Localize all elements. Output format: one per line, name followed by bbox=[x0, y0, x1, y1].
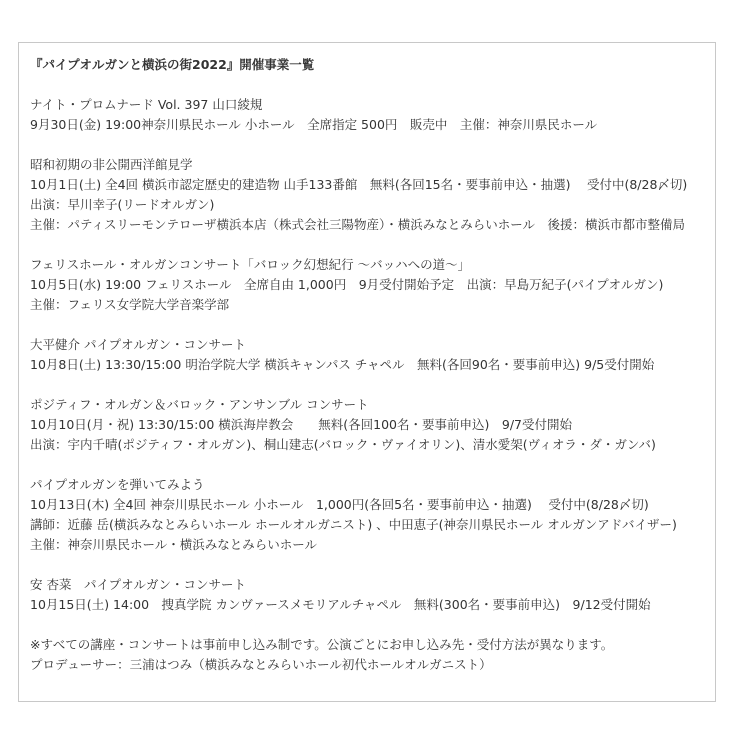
event-performer: 出演：宇内千晴(ポジティフ・オルガン)、桐山建志(バロック・ヴァイオリン)、清水愛架(ヴィオラ・ダ・ガンバ) bbox=[30, 437, 656, 452]
producer-credit: プロデューサー：三浦はつみ（横浜みなとみらいホール初代ホールオルガニスト） bbox=[30, 657, 492, 672]
event-name: ポジティフ・オルガン＆バロック・アンサンブル コンサート bbox=[30, 397, 369, 412]
event-name: 安 杏菜 パイプオルガン・コンサート bbox=[30, 577, 246, 592]
event-detail: 10月5日(水) 19:00 フェリスホール 全席自由 1,000円 9月受付開始予定 出演：早島万紀子(パイプオルガン) bbox=[30, 277, 664, 292]
event-organizer: 主催：パティスリーモンテローザ横浜本店（株式会社三陽物産）・横浜みなとみらいホール 後援：横浜市都市整備局 bbox=[30, 217, 686, 232]
event-performer: 出演：早川幸子(リードオルガン) bbox=[30, 197, 215, 212]
event-instructor: 講師：近藤 岳(横浜みなとみらいホール ホールオルガニスト) 、中田恵子(神奈川県民ホール オルガンアドバイザー) bbox=[30, 517, 677, 532]
event-detail: 10月15日(土) 14:00 捜真学院 カンヴァースメモリアルチャペル 無料(300名・要事前申込) 9/12受付開始 bbox=[30, 597, 651, 612]
event-item-5 bbox=[30, 395, 707, 455]
event-organizer: 主催：フェリス女学院大学音楽学部 bbox=[30, 297, 230, 312]
event-name: パイプオルガンを弾いてみよう bbox=[30, 477, 205, 492]
event-name: 昭和初期の非公開西洋館見学 bbox=[30, 157, 193, 172]
event-item-7 bbox=[30, 575, 707, 615]
page-title: 『パイプオルガンと横浜の街2022』開催事業一覧 bbox=[30, 57, 315, 72]
event-detail: 10月8日(土) 13:30/15:00 明治学院大学 横浜キャンパス チャペル 無料(各回90名・要事前申込) 9/5受付開始 bbox=[30, 357, 655, 372]
event-item-1 bbox=[30, 95, 707, 135]
event-item-3 bbox=[30, 255, 707, 315]
event-name: フェリスホール・オルガンコンサート「バロック幻想紀行 ～バッハへの道～」 bbox=[30, 257, 471, 272]
spacer bbox=[30, 315, 707, 335]
event-name: 大平健介 パイプオルガン・コンサート bbox=[30, 337, 246, 352]
event-item-6 bbox=[30, 475, 707, 555]
event-detail: 10月1日(土) 全4回 横浜市認定歴史的建造物 山手133番館 無料(各回15名・要事前申込・抽選) 受付中(8/28〆切) bbox=[30, 177, 688, 192]
spacer bbox=[30, 375, 707, 395]
event-detail: 10月13日(木) 全4回 神奈川県民ホール 小ホール 1,000円(各回5名・要事前申込・抽選) 受付中(8/28〆切) bbox=[30, 497, 649, 512]
event-organizer: 主催：神奈川県民ホール・横浜みなとみらいホール bbox=[30, 537, 318, 552]
event-detail: 10月10日(月・祝) 13:30/15:00 横浜海岸教会 無料(各回100名・要事前申込) 9/7受付開始 bbox=[30, 417, 572, 432]
spacer bbox=[30, 235, 707, 255]
event-detail: 9月30日(金) 19:00神奈川県民ホール 小ホール 全席指定 500円 販売中 主催：神奈川県民ホール bbox=[30, 117, 598, 132]
event-item-2 bbox=[30, 155, 707, 235]
event-list-box bbox=[18, 42, 716, 702]
event-name: ナイト・プロムナード Vol. 397 山口綾規 bbox=[30, 97, 263, 112]
event-list-content bbox=[30, 55, 707, 675]
spacer bbox=[30, 455, 707, 475]
event-item-4 bbox=[30, 335, 707, 375]
footer-note: ※すべての講座・コンサートは事前申し込み制です。公演ごとにお申し込み先・受付方法が異なります。 bbox=[30, 637, 614, 652]
spacer bbox=[30, 135, 707, 155]
spacer bbox=[30, 75, 707, 95]
spacer bbox=[30, 615, 707, 635]
spacer bbox=[30, 555, 707, 575]
